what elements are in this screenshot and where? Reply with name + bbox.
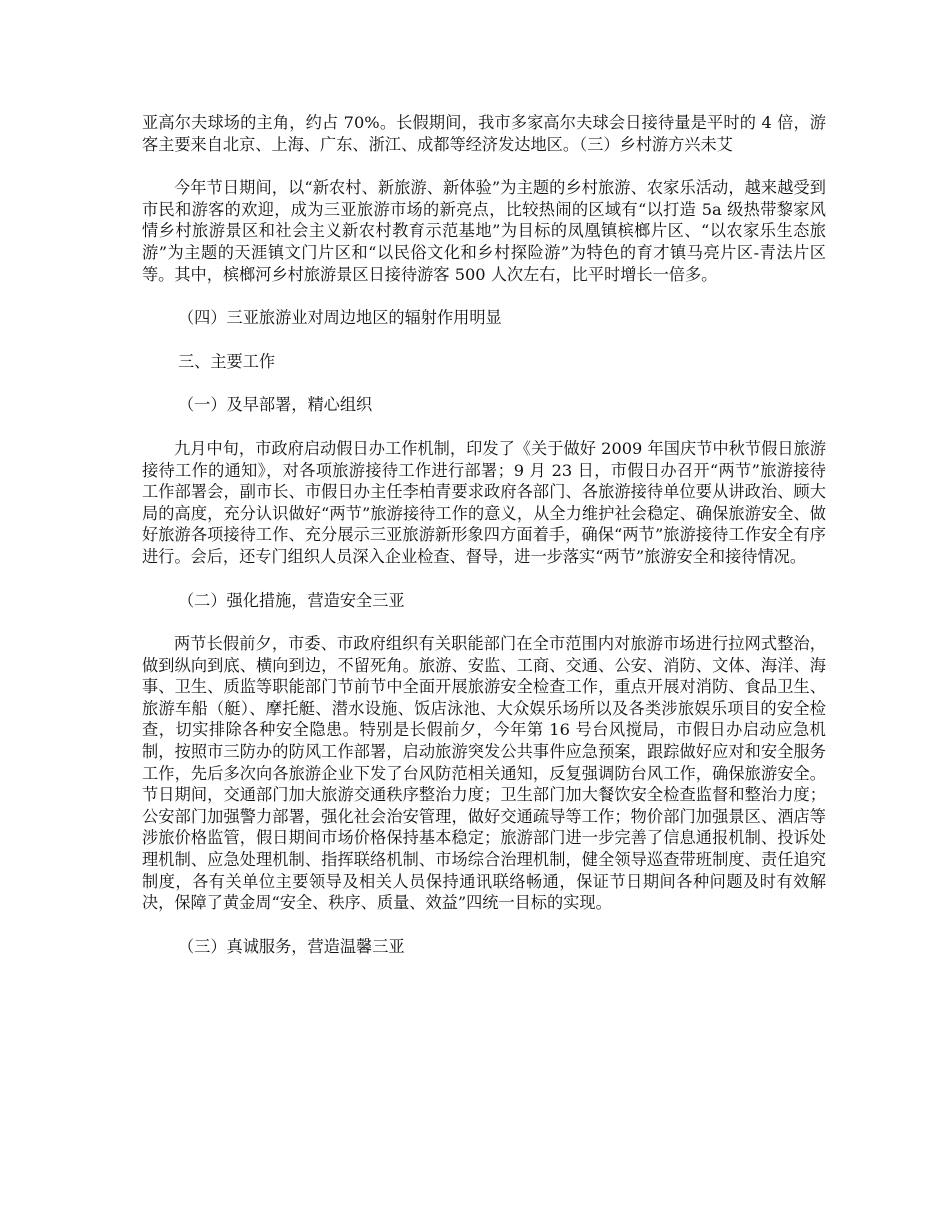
heading-early-deployment: （一）及早部署，精心组织 [178, 395, 373, 415]
heading-safety-measures: （二）强化措施，营造安全三亚 [178, 590, 405, 610]
paragraph-rural-tourism: 今年节日期间，以“新农村、新旅游、新体验”为主题的乡村旅游、农家乐活动，越来越受到市民和游客的欢迎，成为三亚旅游市场的新亮点，比较热闹的区域有“以打造 5a 级热带黎家风情乡村旅游景区和社会主义新农村教育示范基地”为目标的凤凰镇槟榔片区、“以农家乐生态旅游”为主题的天涯镇文门片区和“以民俗文化和乡村探险游”为特色的育才镇马亮片区-青法片区等。其中，槟榔河乡村旅游景区日接待游客 500 人次左右，比平时增长一倍多。 [142, 178, 826, 284]
paragraph-early-deployment: 九月中旬，市政府启动假日办工作机制，印发了《关于做好 2009 年国庆节中秋节假日旅游接待工作的通知》，对各项旅游接待工作进行部署；9 月 23 日，市假日办召开“两节”旅游接待工作部署会，副市长、市假日办主任李柏青要求政府各部门、各旅游接待单位要从讲政治、顾大局的高度，充分认识做好“两节”旅游接待工作的意义，从全力维护社会稳定、确保旅游安全、做好旅游各项接待工作、充分展示三亚旅游新形象四方面着手，确保“两节”旅游接待工作安全有序进行。会后，还专门组织人员深入企业检查、督导，进一步落实“两节”旅游安全和接待情况。 [142, 438, 826, 566]
heading-sincere-service: （三）真诚服务，营造温馨三亚 [178, 936, 405, 956]
heading-main-work: 三、主要工作 [178, 351, 276, 371]
heading-radiation-effect: （四）三亚旅游业对周边地区的辐射作用明显 [178, 308, 502, 328]
document-page [142, 112, 826, 979]
paragraph-continuation: 亚高尔夫球场的主角，约占 70%。长假期间，我市多家高尔夫球会日接待量是平时的 4 倍，游客主要来自北京、上海、广东、浙江、成都等经济发达地区。（三）乡村游方兴未艾 [142, 113, 826, 154]
paragraph-safety-measures: 两节长假前夕，市委、市政府组织有关职能部门在全市范围内对旅游市场进行拉网式整治，做到纵向到底、横向到边，不留死角。旅游、安监、工商、交通、公安、消防、文体、海洋、海事、卫生、质监等职能部门节前节中全面开展旅游安全检查工作，重点开展对消防、食品卫生、旅游车船（艇）、摩托艇、潜水设施、饭店泳池、大众娱乐场所以及各类涉旅娱乐项目的安全检查，切实排除各种安全隐患。特别是长假前夕，今年第 16 号台风搅局，市假日办启动应急机制，按照市三防办的防风工作部署，启动旅游突发公共事件应急预案，跟踪做好应对和安全服务工作，先后多次向各旅游企业下发了台风防范相关通知，反复强调防台风工作，确保旅游安全。节日期间，交通部门加大旅游交通秩序整治力度；卫生部门加大餐饮安全检查监督和整治力度；公安部门加强警力部署，强化社会治安管理，做好交通疏导等工作；物价部门加强景区、酒店等涉旅价格监管，假日期间市场价格保持基本稳定；旅游部门进一步完善了信息通报机制、投诉处理机制、应急处理机制、指挥联络机制、市场综合治理机制，健全领导巡查带班制度、责任追究制度，各有关单位主要领导及相关人员保持通讯联络畅通，保证节日期间各种问题及时有效解决，保障了黄金周“安全、秩序、质量、效益”四统一目标的实现。 [142, 634, 826, 913]
